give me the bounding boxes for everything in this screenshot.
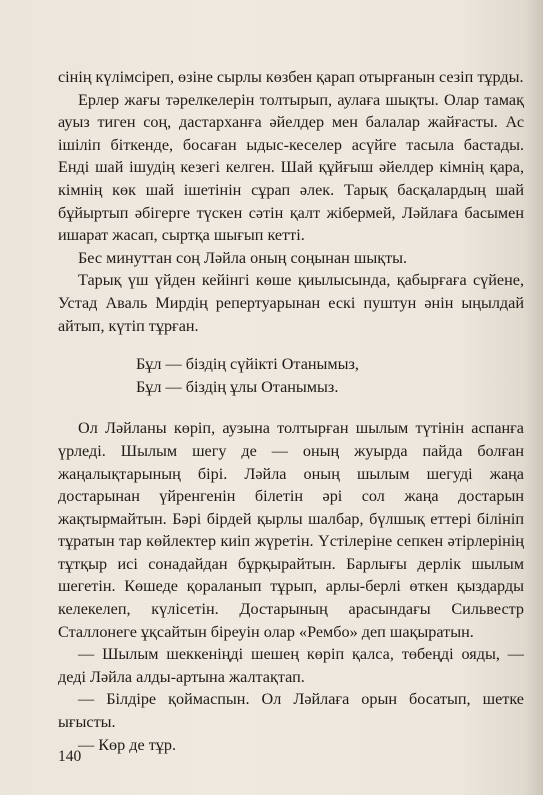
dialogue-line-1: — Шылым шеккеніңді шешең көріп қалса, төбеңді ояды, — деді Ләйла алды-артына жалтақтап. xyxy=(58,645,524,686)
page-number: 140 xyxy=(58,748,82,765)
verse-line-2: Бұл — біздің ұлы Отанымыз. xyxy=(136,377,339,396)
paragraph-five-minutes: Бес минуттан соң Ләйла оның соңынан шықты. xyxy=(78,248,408,267)
paragraph-tariq-waiting: Тарық үш үйден кейінгі көше қиылысында, қабырғаға сүйене, Устад Аваль Мирдің репертуарынан ескі пуштун әнін ыңылдай айтып, күтіп тұрған. xyxy=(58,271,524,335)
verse-line-1: Бұл — біздің сүйікті Отанымыз, xyxy=(136,355,359,374)
paragraph-continuation: сінің күлімсіреп, өзіне сырлы көзбен қарап отырғанын сезіп тұрды. xyxy=(58,68,524,86)
paragraph-smoking: Ол Ләйланы көріп, аузына толтырған шылым түтінін аспанға үрледі. Шылым шегу де — оның жуырда пайда болған жаңалықтарының бірі. Ләйла оның шылым шегуді жаңа достарынан үйренгенін білетін әрі сол жаңа достарын жақтырмайтын. Бәрі бірдей қырлы шалбар, бүлшық еттері білініп тұратын тар көйлектер киіп жүретін. Үстілеріне сепкен әтірлерінің тұтқыр исі сонадайдан бұрқырайтын. Барлығы дерлік шылым шегетін. Көшеде қораланып тұрып, арлы-берлі өткен қыздарды келекелеп, күлісетін. Достарының арасындағы Сильвестр Сталлонеге ұқсайтын біреуін олар «Рембо» деп шақыратын. xyxy=(58,419,524,641)
page-text xyxy=(58,66,524,756)
song-verse xyxy=(136,353,524,398)
dialogue-line-3: — Көр де тұр. xyxy=(78,735,177,754)
paragraph-men-yard: Ерлер жағы тәрелкелерін толтырып, аулаға шықты. Олар тамақ ауыз тиген соң, дастарханға әйелдер мен балалар жайғасты. Ас ішіліп біткенде, босаған ыдыс-кеселер асүйге тасыла бастады. Енді шай ішудің кезегі келген. Шай құйғыш әйелдер кімнің қара, кімнің көк шай ішетінін сұрап әлек. Тарық басқалардың шай бұйыртып әбігерге түскен сәтін қалт жібермей, Ләйлаға басымен ишарат жасап, сыртқа шығып кетті. xyxy=(58,90,524,245)
dialogue-line-2: — Білдіре қоймаспын. Ол Ләйлаға орын босатып, шетке ығысты. xyxy=(58,690,524,732)
